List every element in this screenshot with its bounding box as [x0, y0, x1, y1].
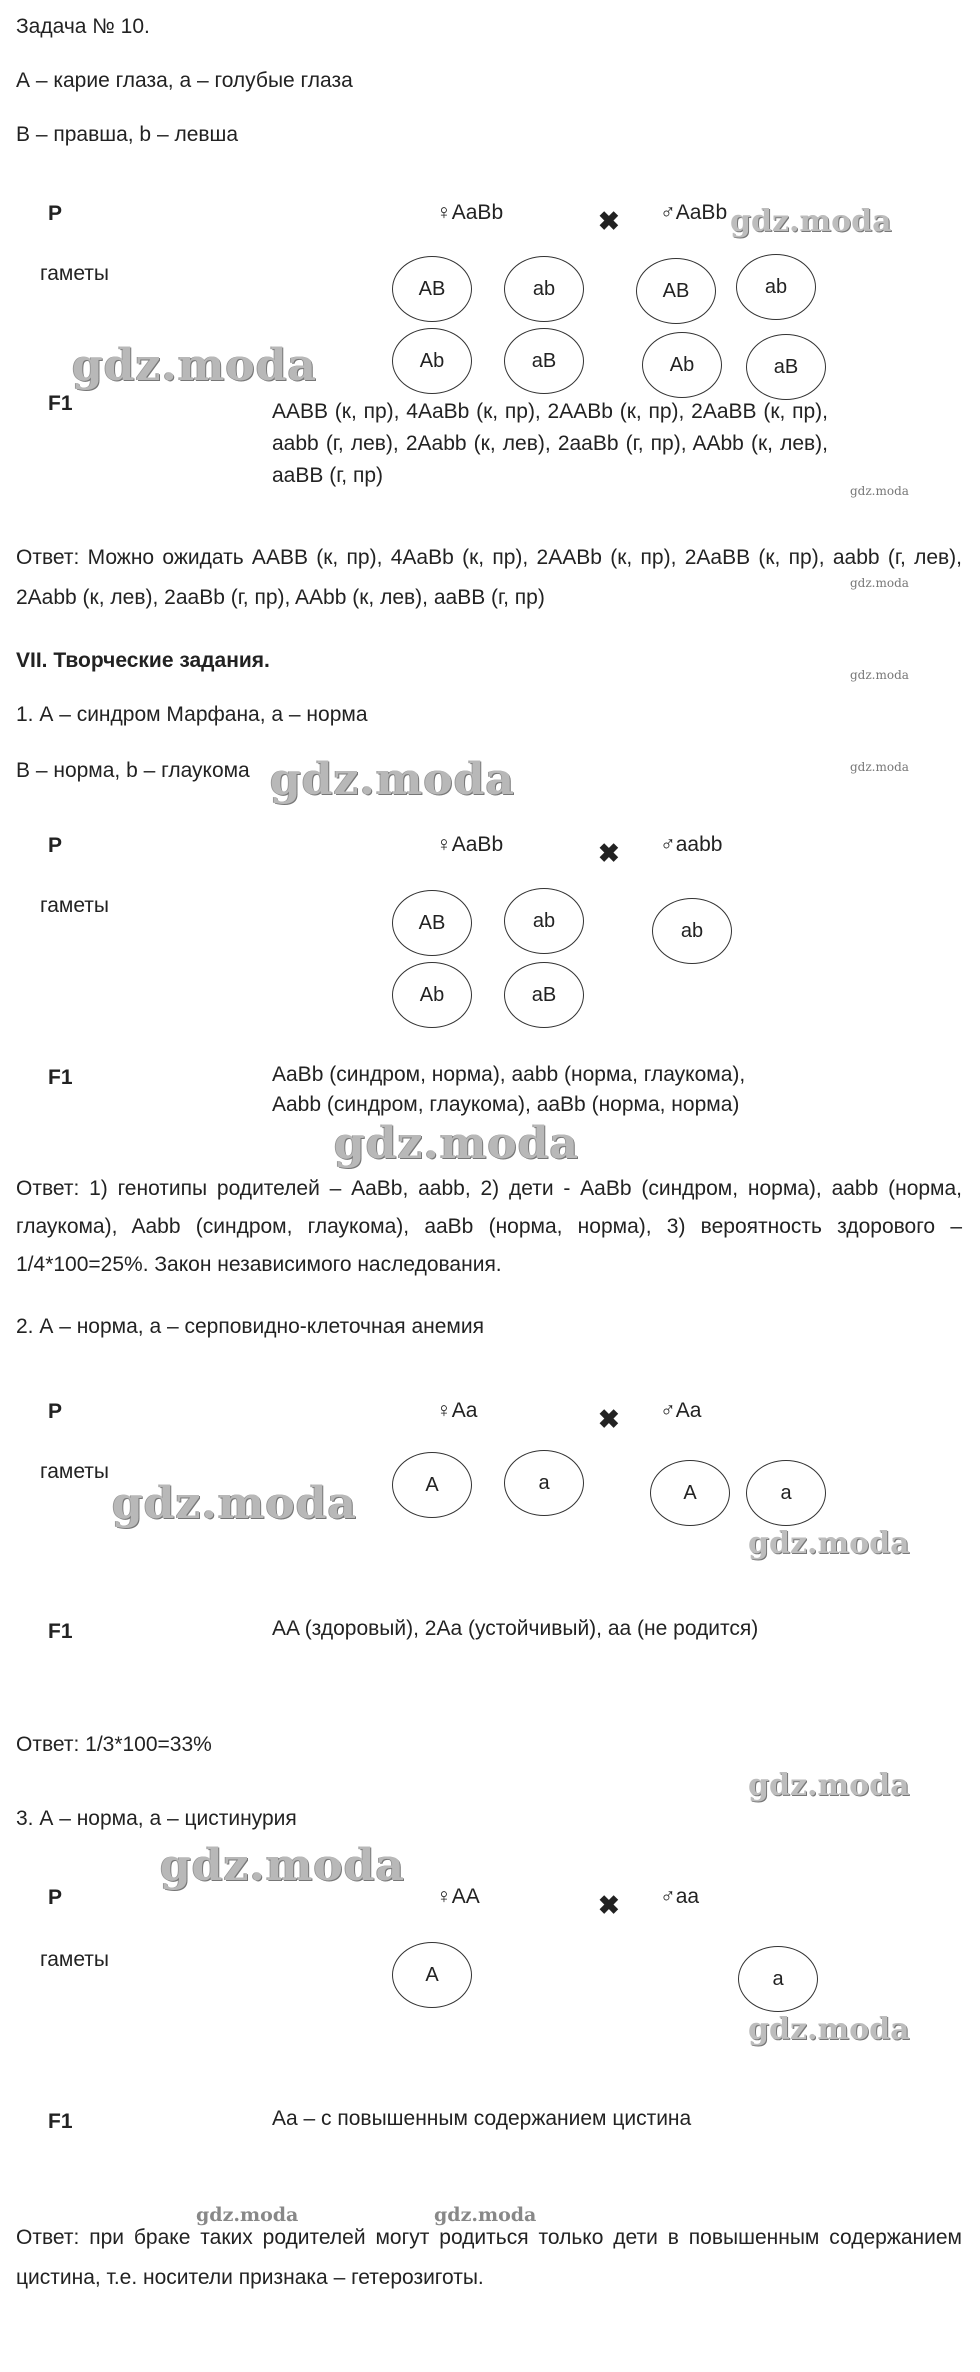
- p1-f1-label: F1: [48, 1066, 73, 1089]
- male-genotype: ♂AaBb: [660, 201, 728, 224]
- watermark: gdz.moda: [748, 1768, 910, 1803]
- p2-answer: Ответ: 1/3*100=33%: [16, 1733, 212, 1756]
- gamete-circle: A: [392, 1452, 472, 1518]
- p2-gametes-label: гаметы: [40, 1460, 110, 1483]
- watermark: gdz.moda: [434, 2204, 537, 2226]
- gametes-label: гаметы: [40, 262, 110, 285]
- watermark-small: gdz.moda: [850, 576, 909, 590]
- gamete-circle: A: [392, 1942, 472, 2008]
- p2-parents-label: P: [48, 1400, 63, 1423]
- watermark: gdz.moda: [334, 1118, 580, 1169]
- gamete-circle: ab: [736, 254, 816, 320]
- p1-answer: Ответ: 1) генотипы родителей – AaBb, aabb, 2) дети - AaBb (синдром, норма), aabb (норма, глаукома), Aabb (синдром, глаукома), aaBb (норма, норма), 3) вероятность здорового – 1/4*100=25%. Закон независимого наследования.: [16, 1177, 962, 1276]
- p3-f1-label: F1: [48, 2110, 73, 2133]
- task-title: Задача № 10.: [16, 15, 150, 38]
- p2-cross-icon: ✖: [598, 1404, 620, 1434]
- cross-icon: ✖: [598, 206, 620, 236]
- gamete-circle: A: [650, 1460, 730, 1526]
- p3-f1-offspring: Aa – с повышенным содержанием цистина: [272, 2107, 692, 2130]
- p2-female-genotype: ♀Aa: [436, 1399, 478, 1422]
- f1-offspring: AABB (к, пр), 4AaBb (к, пр), 2AABb (к, пр), 2AaBB (к, пр), aabb (г, лев), 2Aabb (к, лев), 2aaBb (г, пр), AAbb (к, лев), aaBB (г, пр): [272, 400, 828, 487]
- gamete-circle: ab: [652, 898, 732, 964]
- p3-parents-label: P: [48, 1886, 63, 1909]
- watermark: gdz.moda: [196, 2204, 299, 2226]
- p3-cross-icon: ✖: [598, 1890, 620, 1920]
- watermark: gdz.moda: [748, 1526, 910, 1561]
- p3-female-genotype: ♀AA: [436, 1885, 480, 1908]
- p1-male-genotype: ♂aabb: [660, 833, 723, 856]
- gamete-circle: Ab: [392, 962, 472, 1028]
- gamete-circle: Ab: [392, 328, 472, 394]
- gamete-circle: a: [738, 1946, 818, 2012]
- watermark: gdz.moda: [112, 1478, 358, 1529]
- answer-text: Ответ: Можно ожидать AABB (к, пр), 4AaBb (к, пр), 2AABb (к, пр), 2AaBB (к, пр), aabb (г, лев), 2Aabb (к, лев), 2aaBb (г, пр), AAbb (к, лев), aaBB (г, пр): [16, 546, 962, 609]
- f1-label: F1: [48, 392, 73, 415]
- gamete-circle: a: [504, 1450, 584, 1516]
- p2-f1-label: F1: [48, 1620, 73, 1643]
- gamete-circle: Ab: [642, 332, 722, 398]
- p1-gametes-label: гаметы: [40, 894, 110, 917]
- p1-f1-line2: Aabb (синдром, глаукома), aaBb (норма, норма): [272, 1093, 740, 1116]
- p1-parents-label: P: [48, 834, 63, 857]
- task-condition-a: А – карие глаза, а – голубые глаза: [16, 69, 353, 92]
- p3-gametes-label: гаметы: [40, 1948, 110, 1971]
- p3-condition: 3. А – норма, а – цистинурия: [16, 1807, 297, 1830]
- p2-condition: 2. А – норма, а – серповидно-клеточная анемия: [16, 1315, 484, 1338]
- p3-male-genotype: ♂aa: [660, 1885, 700, 1908]
- gamete-circle: AB: [392, 890, 472, 956]
- p1-condition-a: 1. А – синдром Марфана, а – норма: [16, 703, 368, 726]
- p1-f1-line1: AaBb (синдром, норма), aabb (норма, глаукома),: [272, 1063, 746, 1086]
- p1-female-genotype: ♀AaBb: [436, 833, 504, 856]
- gamete-circle: AB: [636, 258, 716, 324]
- p1-cross-icon: ✖: [598, 838, 620, 868]
- watermark: gdz.moda: [270, 754, 516, 805]
- gamete-circle: aB: [504, 962, 584, 1028]
- watermark-small: gdz.moda: [850, 760, 909, 774]
- watermark-small: gdz.moda: [850, 484, 909, 498]
- task-condition-b: В – правша, b – левша: [16, 123, 239, 146]
- gamete-circle: ab: [504, 256, 584, 322]
- watermark: gdz.moda: [160, 1840, 406, 1891]
- watermark-small: gdz.moda: [850, 668, 909, 682]
- p2-f1-offspring: AA (здоровый), 2Aa (устойчивый), aa (не родится): [272, 1617, 759, 1640]
- watermark: gdz.moda: [730, 204, 892, 239]
- watermark: gdz.moda: [748, 2012, 910, 2047]
- gamete-circle: ab: [504, 888, 584, 954]
- watermark: gdz.moda: [72, 340, 318, 391]
- parents-label: P: [48, 202, 63, 225]
- p3-answer: Ответ: при браке таких родителей могут родиться только дети в повышенным содержанием цистина, т.е. носители признака – гетерозиготы.: [16, 2226, 962, 2289]
- female-genotype: ♀AaBb: [436, 201, 504, 224]
- gamete-circle: aB: [746, 334, 826, 400]
- gamete-circle: AB: [392, 256, 472, 322]
- gamete-circle: aB: [504, 328, 584, 394]
- p2-male-genotype: ♂Aa: [660, 1399, 702, 1422]
- gamete-circle: a: [746, 1460, 826, 1526]
- section-title: VII. Творческие задания.: [16, 649, 270, 672]
- p1-condition-b: В – норма, b – глаукома: [16, 759, 250, 782]
